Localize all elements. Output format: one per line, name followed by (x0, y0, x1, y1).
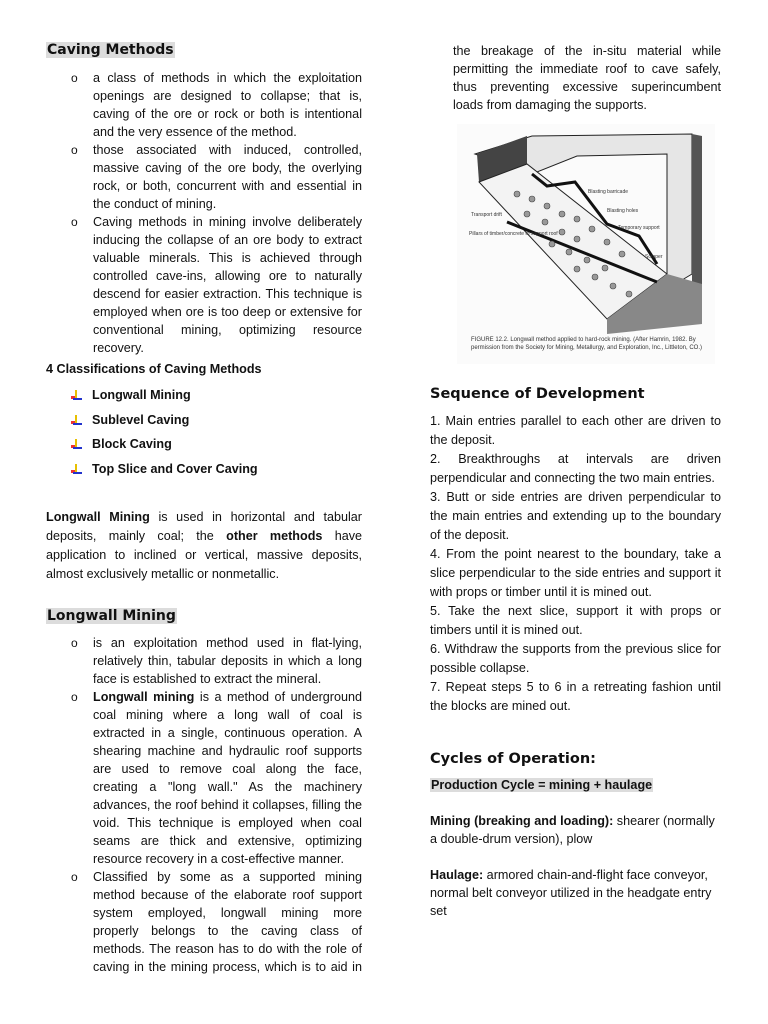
sequence-list (430, 412, 721, 716)
list-item: o Classified by some as a supported mining method because of the elaborate roof support system employed, longwall mining more properly belongs to the caving class of methods. The reason has to do with the role of caving in the mining process, which is to aid in (71, 870, 362, 974)
sequence-heading: Sequence of Development (430, 386, 645, 402)
classification-item: Sublevel Caving (46, 408, 258, 433)
longwall-diagram-image (457, 124, 715, 334)
continuation-paragraph: the breakage of the in-situ material while permitting the immediate roof to cave safely, thus preventing excessive superincumbent loads from damaging the supports. (453, 44, 721, 112)
figure-label-blasting-barricade: Blasting barricade (588, 189, 629, 195)
sequence-step: 1. Main entries parallel to each other are driven to the deposit. (430, 414, 721, 447)
figure-label-pillars: Pillars of timber/concrete to support roof (469, 231, 558, 237)
arrow-bullet-icon (70, 414, 82, 426)
longwall-figure (457, 124, 715, 364)
sequence-step: 3. Butt or side entries are driven perpendicular to the main entries and extending up to the boundary of the deposit. (430, 490, 721, 542)
caving-bullets (46, 69, 362, 357)
list-item: o Caving methods in mining involve deliberately inducing the collapse of an ore body to extract valuable minerals. This is achieved through controlled cave-ins, allowing ore to naturally descend for easier extraction. This technique is employed when ore is too deep or extensive for conventional mining, optimizing resource recovery. (71, 215, 362, 355)
list-item: o is an exploitation method used in flat-lying, relatively thin, tabular deposits in which a long face is established to extract the mineral. (71, 636, 362, 686)
figure-label-transport-drift: Transport drift (471, 212, 502, 218)
list-item: o those associated with induced, controlled, massive caving of the ore body, the overlying rock, or both, concurrent with and essential in the conduct of mining. (71, 143, 362, 211)
longwall-mining-heading: Longwall Mining (47, 608, 176, 624)
list-item: o Longwall mining is a method of underground coal mining where a long wall of coal is extracted in a single, continuous operation. A shearing machine and hydraulic roof supports are used to remove coal along the face, creating a "long wall." As the machinery advances, the roof behind it collapses, filling the void. This technique is employed when coal seams are thick and extensive, optimizing resource recovery in a cost-effective manner. (71, 690, 363, 866)
figure-label-blasting-holes: Blasting holes (607, 208, 639, 214)
classifications-list (46, 383, 258, 481)
classification-item: Top Slice and Cover Caving (46, 457, 258, 482)
longwall-bullets (46, 634, 362, 976)
arrow-bullet-icon (70, 463, 82, 475)
longwall-intro-paragraph: Longwall Mining is used in horizontal and tabular deposits, mainly coal; the other methods have application to inclined or vertical, massive deposits, almost exclusively metallic or nonmetallic. (46, 510, 363, 581)
classification-item: Longwall Mining (46, 383, 258, 408)
arrow-bullet-icon (70, 389, 82, 401)
figure-label-scraper: Scraper (645, 254, 663, 260)
mining-paragraph: Mining (breaking and loading): shearer (normally a double-drum version), plow (430, 814, 715, 846)
sequence-step: 6. Withdraw the supports from the previous slice for possible collapse. (430, 642, 721, 675)
arrow-bullet-icon (70, 438, 82, 450)
list-item: o a class of methods in which the exploitation openings are designed to collapse; that is, caving of the ore or rock or both is intentional and the very essence of the method. (71, 71, 362, 139)
sequence-step: 2. Breakthroughs at intervals are driven perpendicular and connecting the two main entries. (430, 452, 721, 485)
cycles-heading: Cycles of Operation: (430, 751, 596, 767)
figure-label-temporary-support: Temporary support (618, 225, 660, 231)
classifications-heading: 4 Classifications of Caving Methods (46, 362, 262, 376)
production-cycle: Production Cycle = mining + haulage (431, 778, 653, 792)
classification-item: Block Caving (46, 432, 258, 457)
sequence-step: 5. Take the next slice, support it with props or timbers until it is mined out. (430, 604, 721, 637)
sequence-step: 4. From the point nearest to the boundary, take a slice perpendicular to the side entries and support it with props or timber until it is mined out. (430, 547, 721, 599)
caving-methods-heading: Caving Methods (47, 42, 174, 58)
haulage-paragraph: Haulage: armored chain-and-flight face conveyor, normal belt conveyor utilized in the headgate entry set (430, 868, 712, 918)
sequence-step: 7. Repeat steps 5 to 6 in a retreating fashion until the blocks are mined out. (430, 680, 721, 713)
figure-caption: FIGURE 12.2. Longwall method applied to hard-rock mining. (After Hamrin, 1982. By permission from the Society for Mining, Metallurgy, and Exploration, Inc., Littleton, CO.) (471, 337, 702, 351)
